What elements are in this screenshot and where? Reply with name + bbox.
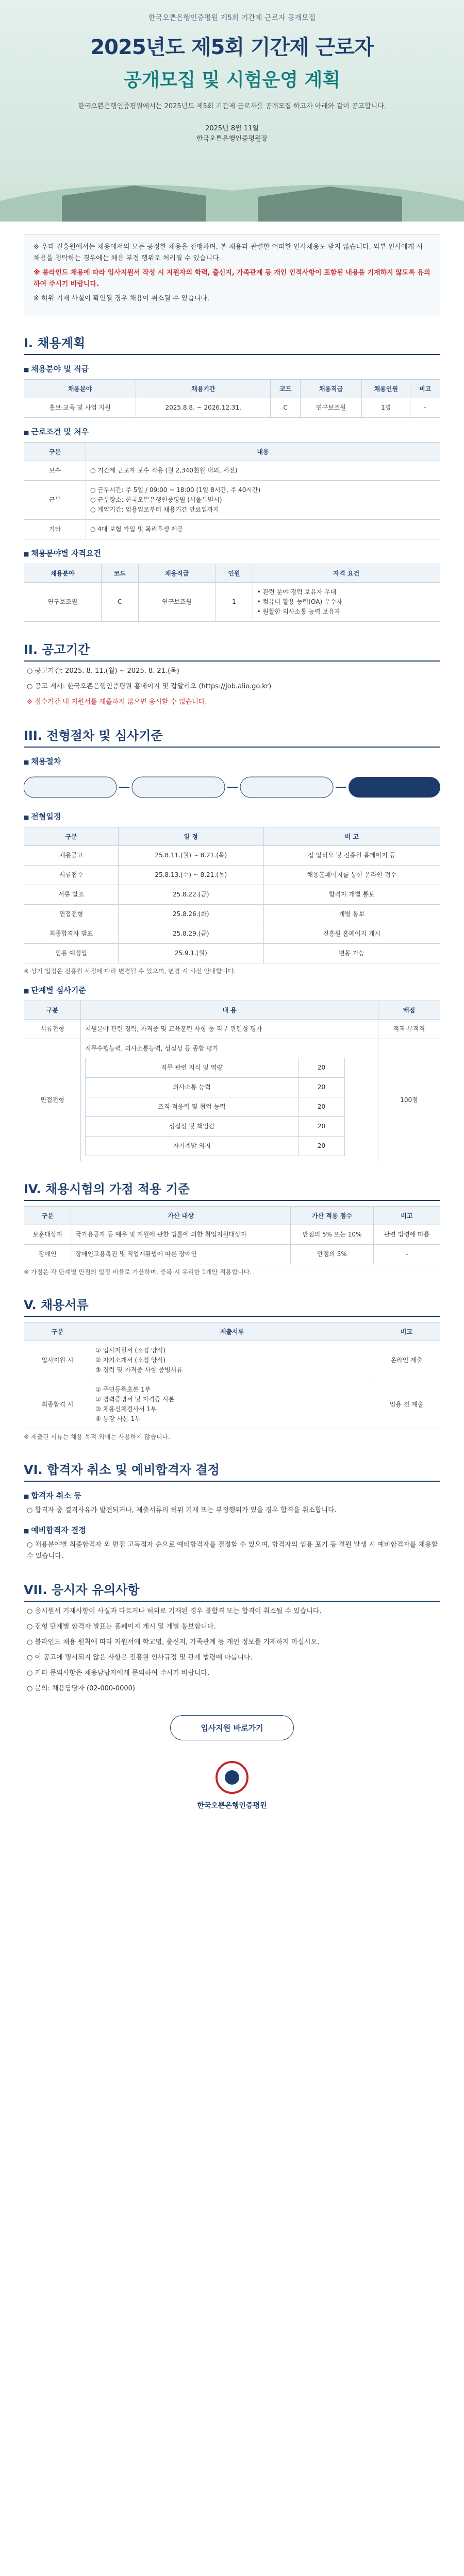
- table-cell: 20: [299, 1058, 345, 1078]
- table-cell: 합격자 개별 통보: [263, 885, 440, 905]
- table-header: 채용기간: [136, 380, 271, 398]
- table-cell: 보훈대상자: [24, 1225, 71, 1245]
- table-cell: 만점의 5%: [290, 1245, 373, 1264]
- table-row: [24, 1245, 440, 1264]
- table-header: 구분: [24, 1207, 71, 1225]
- section-title-cancellation: VI. 합격자 취소 및 예비합격자 결정: [24, 1460, 440, 1482]
- bonus-table: [24, 1206, 440, 1264]
- table-cell: 장애인: [24, 1245, 71, 1264]
- table-row: [24, 1020, 440, 1039]
- period-text: ○ 공고기간: 2025. 8. 11.(월) ~ 2025. 8. 21.(목): [27, 667, 179, 675]
- reserve-text: ○ 채용분야별 최종합격자 외 면접 고득점자 순으로 예비합격자를 결정할 수 있으며, 합격자의 임용 포기 등 결원 발생 시 예비합격자를 채용할 수 있습니다.: [27, 1541, 438, 1560]
- table-cell: 적격·부적격: [378, 1020, 440, 1039]
- table-cell: -: [410, 398, 440, 418]
- bonus-note: ※ 가점은 각 단계별 만점의 일정 비율로 가산하며, 중복 시 유리한 1개만 적용합니다.: [24, 1268, 252, 1276]
- table-cell: 면접전형: [24, 905, 119, 924]
- table-cell: 기타: [24, 520, 86, 539]
- table-row: [24, 1039, 440, 1161]
- table-cell: 임용 예정일: [24, 944, 119, 963]
- table-cell: 장애인고용촉진 및 직업재활법에 따른 장애인: [71, 1245, 290, 1264]
- table-row: [24, 1380, 440, 1429]
- table-row: [24, 520, 440, 539]
- table-header: 코드: [101, 564, 138, 583]
- table-cell: 국가유공자 등 예우 및 지원에 관한 법률에 의한 취업지원대상자: [71, 1225, 290, 1245]
- table-cell: 25.8.29.(금): [119, 924, 263, 944]
- subsection-title: ■ 예비합격자 결정: [24, 1524, 440, 1535]
- table-header: 채용분야: [24, 564, 102, 583]
- table-cell: C: [271, 398, 301, 418]
- table-cell: 20: [299, 1097, 345, 1117]
- recruit-field-table: [24, 379, 440, 418]
- caution-item: ○ 응시원서 기재사항이 사실과 다르거나 허위로 기재된 경우 불합격 또는 합격이 취소될 수 있습니다.: [27, 1607, 322, 1615]
- table-cell: 입사지원 시: [24, 1341, 91, 1380]
- table-cell: 1: [216, 583, 253, 622]
- documents-note: ※ 제출된 서류는 채용 목적 외에는 사용하지 않습니다.: [24, 1433, 171, 1440]
- table-header: 제출서류: [91, 1323, 373, 1341]
- schedule-note: ※ 상기 일정은 진흥원 사정에 따라 변경될 수 있으며, 변경 시 사전 안내합니다.: [24, 968, 236, 975]
- page-subtitle: 공개모집 및 시험운영 계획: [123, 70, 341, 91]
- table-cell: 조직 적응력 및 협업 능력: [86, 1097, 299, 1117]
- table-cell: 채용공고: [24, 846, 119, 866]
- period-note: ※ 접수기간 내 지원서를 제출하지 않으면 응시할 수 없습니다.: [27, 698, 207, 706]
- table-cell: 채용홈페이지를 통한 온라인 접수: [263, 866, 440, 885]
- section-title-recruit-plan: I. 채용계획: [24, 333, 440, 355]
- traditional-roof-illustration: [0, 165, 464, 222]
- subsection-title: ■ 채용분야 및 직급: [24, 363, 440, 374]
- table-cell: 25.8.26.(화): [119, 905, 263, 924]
- table-cell: 잡 알리오 및 진흥원 홈페이지 등: [263, 846, 440, 866]
- subsection-title: ■ 채용분야별 자격요건: [24, 548, 440, 558]
- schedule-table: [24, 827, 440, 963]
- table-header: 일 정: [119, 827, 263, 846]
- table-header: 가산 적용 점수: [290, 1207, 373, 1225]
- table-row: [24, 583, 440, 622]
- table-header: 인원: [216, 564, 253, 583]
- table-header: 가산 대상: [71, 1207, 290, 1225]
- table-cell: 보수: [24, 461, 86, 481]
- hero-intro: 한국오쁜은행인증평원에서는 2025년도 제5회 기간제 근로자를 공개모집 하고자 아래와 같이 공고합니다.: [78, 103, 386, 110]
- table-cell: 관련 법령에 따름: [373, 1225, 440, 1245]
- table-header: 채용인원: [362, 380, 410, 398]
- table-cell: ○ 근무시간: 주 5일 / 09:00 ~ 18:00 (1일 8시간, 주 40시간) ○ 근무장소: 한국오쁜은행인증평원 (서울특별시) ○ 계약기간: 임용일로부터 채용기간 만료일까지: [86, 481, 440, 520]
- footer-org-name: 한국오쁜은행인증평원: [197, 1802, 267, 1810]
- footer-logo: [24, 1761, 440, 1810]
- table-cell: 면접전형: [24, 1039, 81, 1161]
- page-title: 2025년도 제5회 기간제 근로자: [90, 36, 374, 59]
- table-cell: 25.9.1.(월): [119, 944, 263, 963]
- table-row: [86, 1097, 345, 1117]
- table-row: [86, 1058, 345, 1078]
- table-cell: 최종합격 시: [24, 1380, 91, 1429]
- table-cell: 서류전형: [24, 1020, 81, 1039]
- table-header: 내용: [86, 443, 440, 461]
- table-cell: 25.8.11.(월) ~ 8.21.(목): [119, 846, 263, 866]
- table-cell: [81, 1039, 378, 1161]
- table-row: [24, 866, 440, 885]
- cancellation-text: ○ 합격자 중 결격사유가 발견되거나, 제출서류의 허위 기재 또는 부정행위가 있을 경우 합격을 취소합니다.: [27, 1506, 337, 1514]
- table-header: 비고: [410, 380, 440, 398]
- table-header: 구분: [24, 1323, 91, 1341]
- qualification-table: [24, 564, 440, 622]
- work-conditions-table: [24, 442, 440, 539]
- table-cell: 서류 발표: [24, 885, 119, 905]
- section-title-procedure: III. 전형절차 및 심사기준: [24, 725, 440, 748]
- table-cell: 25.8.13.(수) ~ 8.21.(목): [119, 866, 263, 885]
- notice-box: [24, 234, 440, 315]
- table-header: 내 용: [81, 1001, 378, 1020]
- table-cell: 연구보조원: [300, 398, 361, 418]
- documents-table: [24, 1322, 440, 1429]
- table-cell: 20: [299, 1137, 345, 1156]
- table-header: 채용분야: [24, 380, 136, 398]
- notice-line: ※ 블라인드 채용에 따라 입사지원서 작성 시 지원자의 학력, 출신지, 가족관계 등 개인 인적사항이 포함된 내용을 기재하지 않도록 유의하여 주시기 바랍니다.: [34, 269, 430, 288]
- table-cell: 근무: [24, 481, 86, 520]
- table-row: [24, 398, 440, 418]
- table-cell: 20: [299, 1078, 345, 1097]
- interview-desc: 직무수행능력, 의사소통능력, 성실성 등 종합 평가: [85, 1045, 219, 1052]
- table-row: [86, 1117, 345, 1137]
- table-cell: C: [101, 583, 138, 622]
- caution-item: ○ 전형 단계별 합격자 발표는 홈페이지 게시 및 개별 통보합니다.: [27, 1623, 216, 1631]
- table-row: [24, 1225, 440, 1245]
- table-header: 구분: [24, 827, 119, 846]
- table-cell: -: [373, 1245, 440, 1264]
- announcer-name: 한국오쁜은행인증평원장: [196, 135, 268, 143]
- announcement-date: 2025년 8월 11일: [205, 125, 259, 132]
- subsection-title: ■ 전형일정: [24, 811, 440, 822]
- table-header: 코드: [271, 380, 301, 398]
- interview-items-body: [86, 1058, 345, 1156]
- table-cell: 의사소통 능력: [86, 1078, 299, 1097]
- section-title-cautions: VII. 응시자 유의사항: [24, 1580, 440, 1602]
- table-cell: • 관련 분야 경력 보유자 우대 • 컴퓨터 활용 능력(OA) 우수자 • 원활한 의사소통 능력 보유자: [253, 583, 440, 622]
- table-row: [24, 1341, 440, 1380]
- table-cell: ① 주민등록초본 1부 ② 경력증명서 및 자격증 사본 ③ 채용신체검사서 1부 ④ 통장 사본 1부: [91, 1380, 373, 1429]
- subsection-title: ■ 합격자 취소 등: [24, 1490, 440, 1501]
- section-title-bonus: IV. 채용시험의 가점 적용 기준: [24, 1179, 440, 1201]
- hero-banner: [0, 0, 464, 222]
- table-cell: 1명: [362, 398, 410, 418]
- table-cell: 임용 전 제출: [373, 1380, 440, 1429]
- table-header: 구분: [24, 443, 86, 461]
- table-row: [24, 461, 440, 481]
- caution-item: ○ 이 공고에 명시되지 않은 사항은 진흥원 인사규정 및 관계 법령에 따릅니다.: [27, 1654, 253, 1662]
- table-cell: 자기계발 의지: [86, 1137, 299, 1156]
- cautions-list: [24, 1606, 440, 1679]
- table-row: [24, 481, 440, 520]
- table-row: [24, 924, 440, 944]
- table-cell: 직무 관련 지식 및 역량: [86, 1058, 299, 1078]
- table-cell: 연구보조원: [138, 583, 216, 622]
- contact-text: ○ 문의: 채용담당자 (02-000-0000): [27, 1685, 135, 1692]
- table-cell: 지원분야 관련 경력, 자격증 및 교육훈련 사항 등 직무 관련성 평가: [81, 1020, 378, 1039]
- table-cell: ○ 4대 보험 가입 및 복리후생 제공: [86, 520, 440, 539]
- hero-org-label: 한국오쁜은행인증평원 제5회 기간제 근로자 공개모집: [148, 14, 316, 22]
- table-cell: 최종합격자 발표: [24, 924, 119, 944]
- org-emblem-icon: [216, 1761, 248, 1794]
- table-header: 배점: [378, 1001, 440, 1020]
- table-cell: 100점: [378, 1039, 440, 1161]
- caution-item: ○ 블라인드 채용 원칙에 따라 지원서에 학교명, 출신지, 가족관계 등 개인 정보를 기재하지 마십시오.: [27, 1638, 320, 1646]
- table-row: [24, 846, 440, 866]
- section-title-period: II. 공고기간: [24, 639, 440, 662]
- table-cell: 25.8.22.(금): [119, 885, 263, 905]
- caution-item: ○ 기타 문의사항은 채용담당자에게 문의하여 주시기 바랍니다.: [27, 1669, 210, 1677]
- table-cell: ① 입사지원서 (소정 양식) ② 자기소개서 (소정 양식) ③ 경력 및 자격증 사항 증빙서류: [91, 1341, 373, 1380]
- table-cell: 변동 가능: [263, 944, 440, 963]
- table-cell: 만점의 5% 또는 10%: [290, 1225, 373, 1245]
- table-header: 비고: [373, 1323, 440, 1341]
- procedure-flow-diagram: [24, 772, 440, 803]
- site-text: ○ 공고 게시: 한국오쁜은행인증평원 홈페이지 및 잡알리오 (https://job.alio.go.kr): [27, 683, 272, 690]
- notice-line: ※ 허위 기재 사실이 확인될 경우 채용이 취소될 수 있습니다.: [34, 295, 210, 302]
- table-row: [24, 905, 440, 924]
- subsection-title: ■ 단계별 심사기준: [24, 985, 440, 995]
- table-row: [86, 1137, 345, 1156]
- table-cell: 20: [299, 1117, 345, 1137]
- table-cell: 진흥원 홈페이지 게시: [263, 924, 440, 944]
- table-header: 비 고: [263, 827, 440, 846]
- table-header: 비고: [373, 1207, 440, 1225]
- table-row: [24, 944, 440, 963]
- table-cell: 성실성 및 책임감: [86, 1117, 299, 1137]
- table-header: 구분: [24, 1001, 81, 1020]
- table-row: [24, 885, 440, 905]
- table-cell: 홍보·교육 및 사업 지원: [24, 398, 136, 418]
- table-cell: ○ 기간제 근로자 보수 적용 (월 2,340천원 내외, 세전): [86, 461, 440, 481]
- hero-date-box: [0, 124, 464, 144]
- apply-button[interactable]: 입사지원 바로가기: [170, 1715, 294, 1740]
- table-header: 채용직급: [138, 564, 216, 583]
- subsection-title: ■ 근로조건 및 처우: [24, 426, 440, 437]
- table-row: [86, 1078, 345, 1097]
- schedule-body: [24, 846, 440, 963]
- table-cell: 2025.8.8. ~ 2026.12.31.: [136, 398, 271, 418]
- table-header: 자격 요건: [253, 564, 440, 583]
- evaluation-table: [24, 1001, 440, 1161]
- table-cell: 연구보조원: [24, 583, 102, 622]
- interview-items-table: [85, 1058, 345, 1156]
- table-header: 채용직급: [300, 380, 361, 398]
- section-title-documents: V. 채용서류: [24, 1295, 440, 1317]
- table-cell: 서류접수: [24, 866, 119, 885]
- table-cell: 온라인 제출: [373, 1341, 440, 1380]
- table-cell: 개별 통보: [263, 905, 440, 924]
- notice-line: ※ 우리 진흥원에서는 채용에서의 모든 공정한 채용을 진행하며, 본 채용과 관련한 어떠한 인사채용도 받지 않습니다. 외부 인사에게 시 채용을 청탁하는 경우에는 채용 부정 행위로 처리될 수 있습니다.: [34, 243, 423, 262]
- subsection-title: ■ 채용절차: [24, 756, 440, 767]
